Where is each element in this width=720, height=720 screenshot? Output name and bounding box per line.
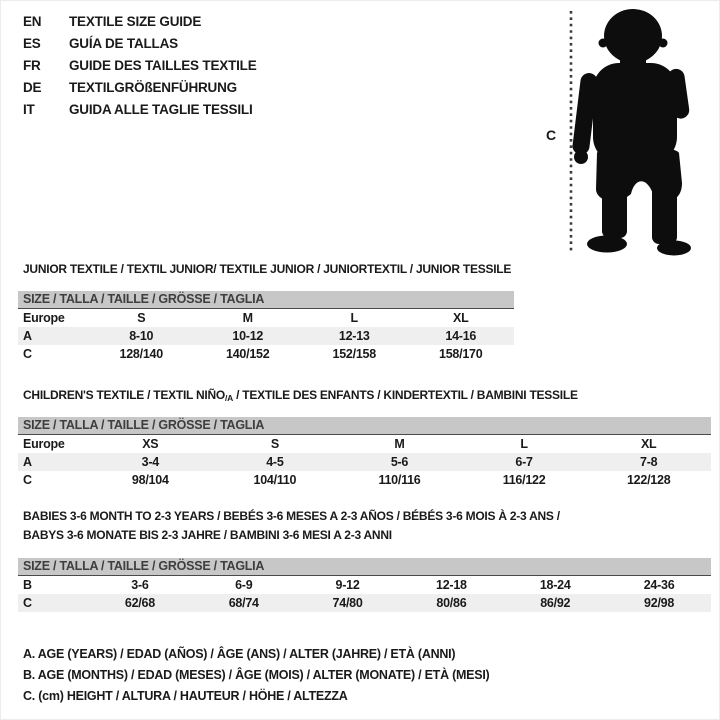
size-value-cell: 152/158 (332, 347, 376, 361)
lang-title: GUIDA ALLE TAGLIE TESSILI (69, 102, 253, 117)
table-row (18, 576, 711, 594)
size-value-cell: 12-18 (436, 578, 467, 592)
height-measure-label: C (546, 127, 556, 143)
heading-part: CHILDREN'S TEXTILE / TEXTIL NIÑO (23, 388, 225, 402)
junior-size-table (18, 291, 514, 363)
lang-row-it (23, 99, 257, 121)
toddler-silhouette (572, 9, 691, 256)
table-row (18, 345, 514, 363)
section-heading-junior: JUNIOR TEXTILE / TEXTIL JUNIOR/ TEXTILE JUNIOR / JUNIORTEXTIL / JUNIOR TESSILE (23, 262, 512, 276)
size-value-cell: L (350, 311, 358, 325)
size-value-cell: 24-36 (643, 578, 675, 592)
heading-subscript: /A (224, 393, 233, 403)
row-label: A (23, 455, 32, 469)
lang-title: TEXTILGRÖßENFÜHRUNG (69, 80, 237, 95)
note-a: A. AGE (YEARS) / EDAD (AÑOS) / ÂGE (ANS) / ALTER (JAHRE) / ETÀ (ANNI) (23, 647, 456, 661)
size-bar: SIZE / TALLA / TAILLE / GRÖSSE / TAGLIA (18, 558, 711, 576)
row-label: C (23, 473, 32, 487)
lang-title: GUÍA DE TALLAS (69, 36, 178, 51)
size-value-cell: 158/170 (439, 347, 483, 361)
size-value-cell: 128/140 (119, 347, 163, 361)
row-label: C (23, 347, 32, 361)
language-title-list (23, 11, 257, 121)
lang-code: ES (23, 36, 41, 51)
row-label: Europe (23, 437, 65, 451)
size-value-cell: 116/122 (502, 473, 546, 487)
size-table (18, 309, 514, 363)
babies-size-table (18, 558, 711, 612)
row-label: C (23, 596, 32, 610)
row-label: Europe (23, 311, 65, 325)
table-row (18, 327, 514, 345)
section-heading-babies (23, 507, 560, 545)
size-value-cell: XL (453, 311, 469, 325)
size-value-cell: 6-7 (515, 455, 533, 469)
size-value-cell: 62/68 (124, 596, 155, 610)
size-value-cell: 104/110 (253, 473, 297, 487)
heading-line: BABIES 3-6 MONTH TO 2-3 YEARS / BEBÉS 3-6 MESES A 2-3 AÑOS / BÉBÉS 3-6 MOIS À 2-3 ANS / (23, 509, 560, 523)
lang-title: GUIDE DES TAILLES TEXTILE (69, 58, 257, 73)
lang-code: DE (23, 80, 42, 95)
size-value-cell: 110/116 (378, 473, 421, 487)
table-row (18, 471, 711, 489)
size-bar: SIZE / TALLA / TAILLE / GRÖSSE / TAGLIA (18, 417, 711, 435)
lang-row-fr (23, 55, 257, 77)
table-row (18, 309, 514, 327)
table-row (18, 453, 711, 471)
section-heading-children (23, 386, 578, 408)
lang-row-en (23, 11, 257, 33)
size-value-cell: 4-5 (266, 455, 284, 469)
size-value-cell: L (520, 437, 528, 451)
table-row (18, 435, 711, 453)
size-value-cell: 5-6 (390, 455, 409, 469)
size-value-cell: M (394, 437, 405, 451)
size-value-cell: 3-6 (131, 578, 149, 592)
note-b: B. AGE (MONTHS) / EDAD (MESES) / ÂGE (MOIS) / ALTER (MONATE) / ETÀ (MESI) (23, 668, 490, 682)
size-value-cell: 14-16 (445, 329, 477, 343)
lang-row-es (23, 33, 257, 55)
size-value-cell: 80/86 (436, 596, 467, 610)
children-size-table (18, 417, 711, 489)
note-c: C. (cm) HEIGHT / ALTURA / HAUTEUR / HÖHE / ALTEZZA (23, 689, 348, 703)
size-value-cell: M (242, 311, 253, 325)
size-value-cell: 74/80 (332, 596, 363, 610)
size-value-cell: 86/92 (540, 596, 571, 610)
size-value-cell: 6-9 (235, 578, 253, 592)
size-value-cell: 9-12 (335, 578, 360, 592)
size-bar: SIZE / TALLA / TAILLE / GRÖSSE / TAGLIA (18, 291, 514, 309)
row-label: A (23, 329, 32, 343)
lang-code: EN (23, 14, 42, 29)
lang-row-de (23, 77, 257, 99)
heading-line: BABYS 3-6 MONATE BIS 2-3 JAHRE / BAMBINI 3-6 MESI A 2-3 ANNI (23, 528, 392, 542)
size-value-cell: 7-8 (640, 455, 658, 469)
size-value-cell: 122/128 (626, 473, 671, 487)
size-table (18, 435, 711, 489)
lang-code: IT (23, 102, 35, 117)
lang-title: TEXTILE SIZE GUIDE (69, 14, 202, 29)
size-value-cell: 98/104 (131, 473, 169, 487)
size-value-cell: 68/74 (228, 596, 259, 610)
legend-notes (23, 644, 489, 707)
size-table (18, 576, 711, 612)
size-value-cell: 18-24 (539, 578, 571, 592)
row-label: B (23, 578, 32, 592)
size-value-cell: S (270, 437, 279, 451)
size-value-cell: 92/98 (644, 596, 675, 610)
size-value-cell: 10-12 (232, 329, 264, 343)
size-value-cell: 8-10 (129, 329, 154, 343)
heading-part: / TEXTILE DES ENFANTS / KINDERTEXTIL / BAMBINI TESSILE (232, 388, 578, 402)
size-value-cell: XL (640, 437, 657, 451)
size-value-cell: XS (142, 437, 159, 451)
table-row (18, 594, 711, 612)
height-measure-figure (541, 1, 716, 259)
toddler-silhouette-icon (541, 1, 716, 259)
size-value-cell: 3-4 (141, 455, 159, 469)
size-value-cell: 12-13 (338, 329, 370, 343)
lang-code: FR (23, 58, 41, 73)
size-value-cell: 140/152 (226, 347, 270, 361)
size-value-cell: S (137, 311, 146, 325)
